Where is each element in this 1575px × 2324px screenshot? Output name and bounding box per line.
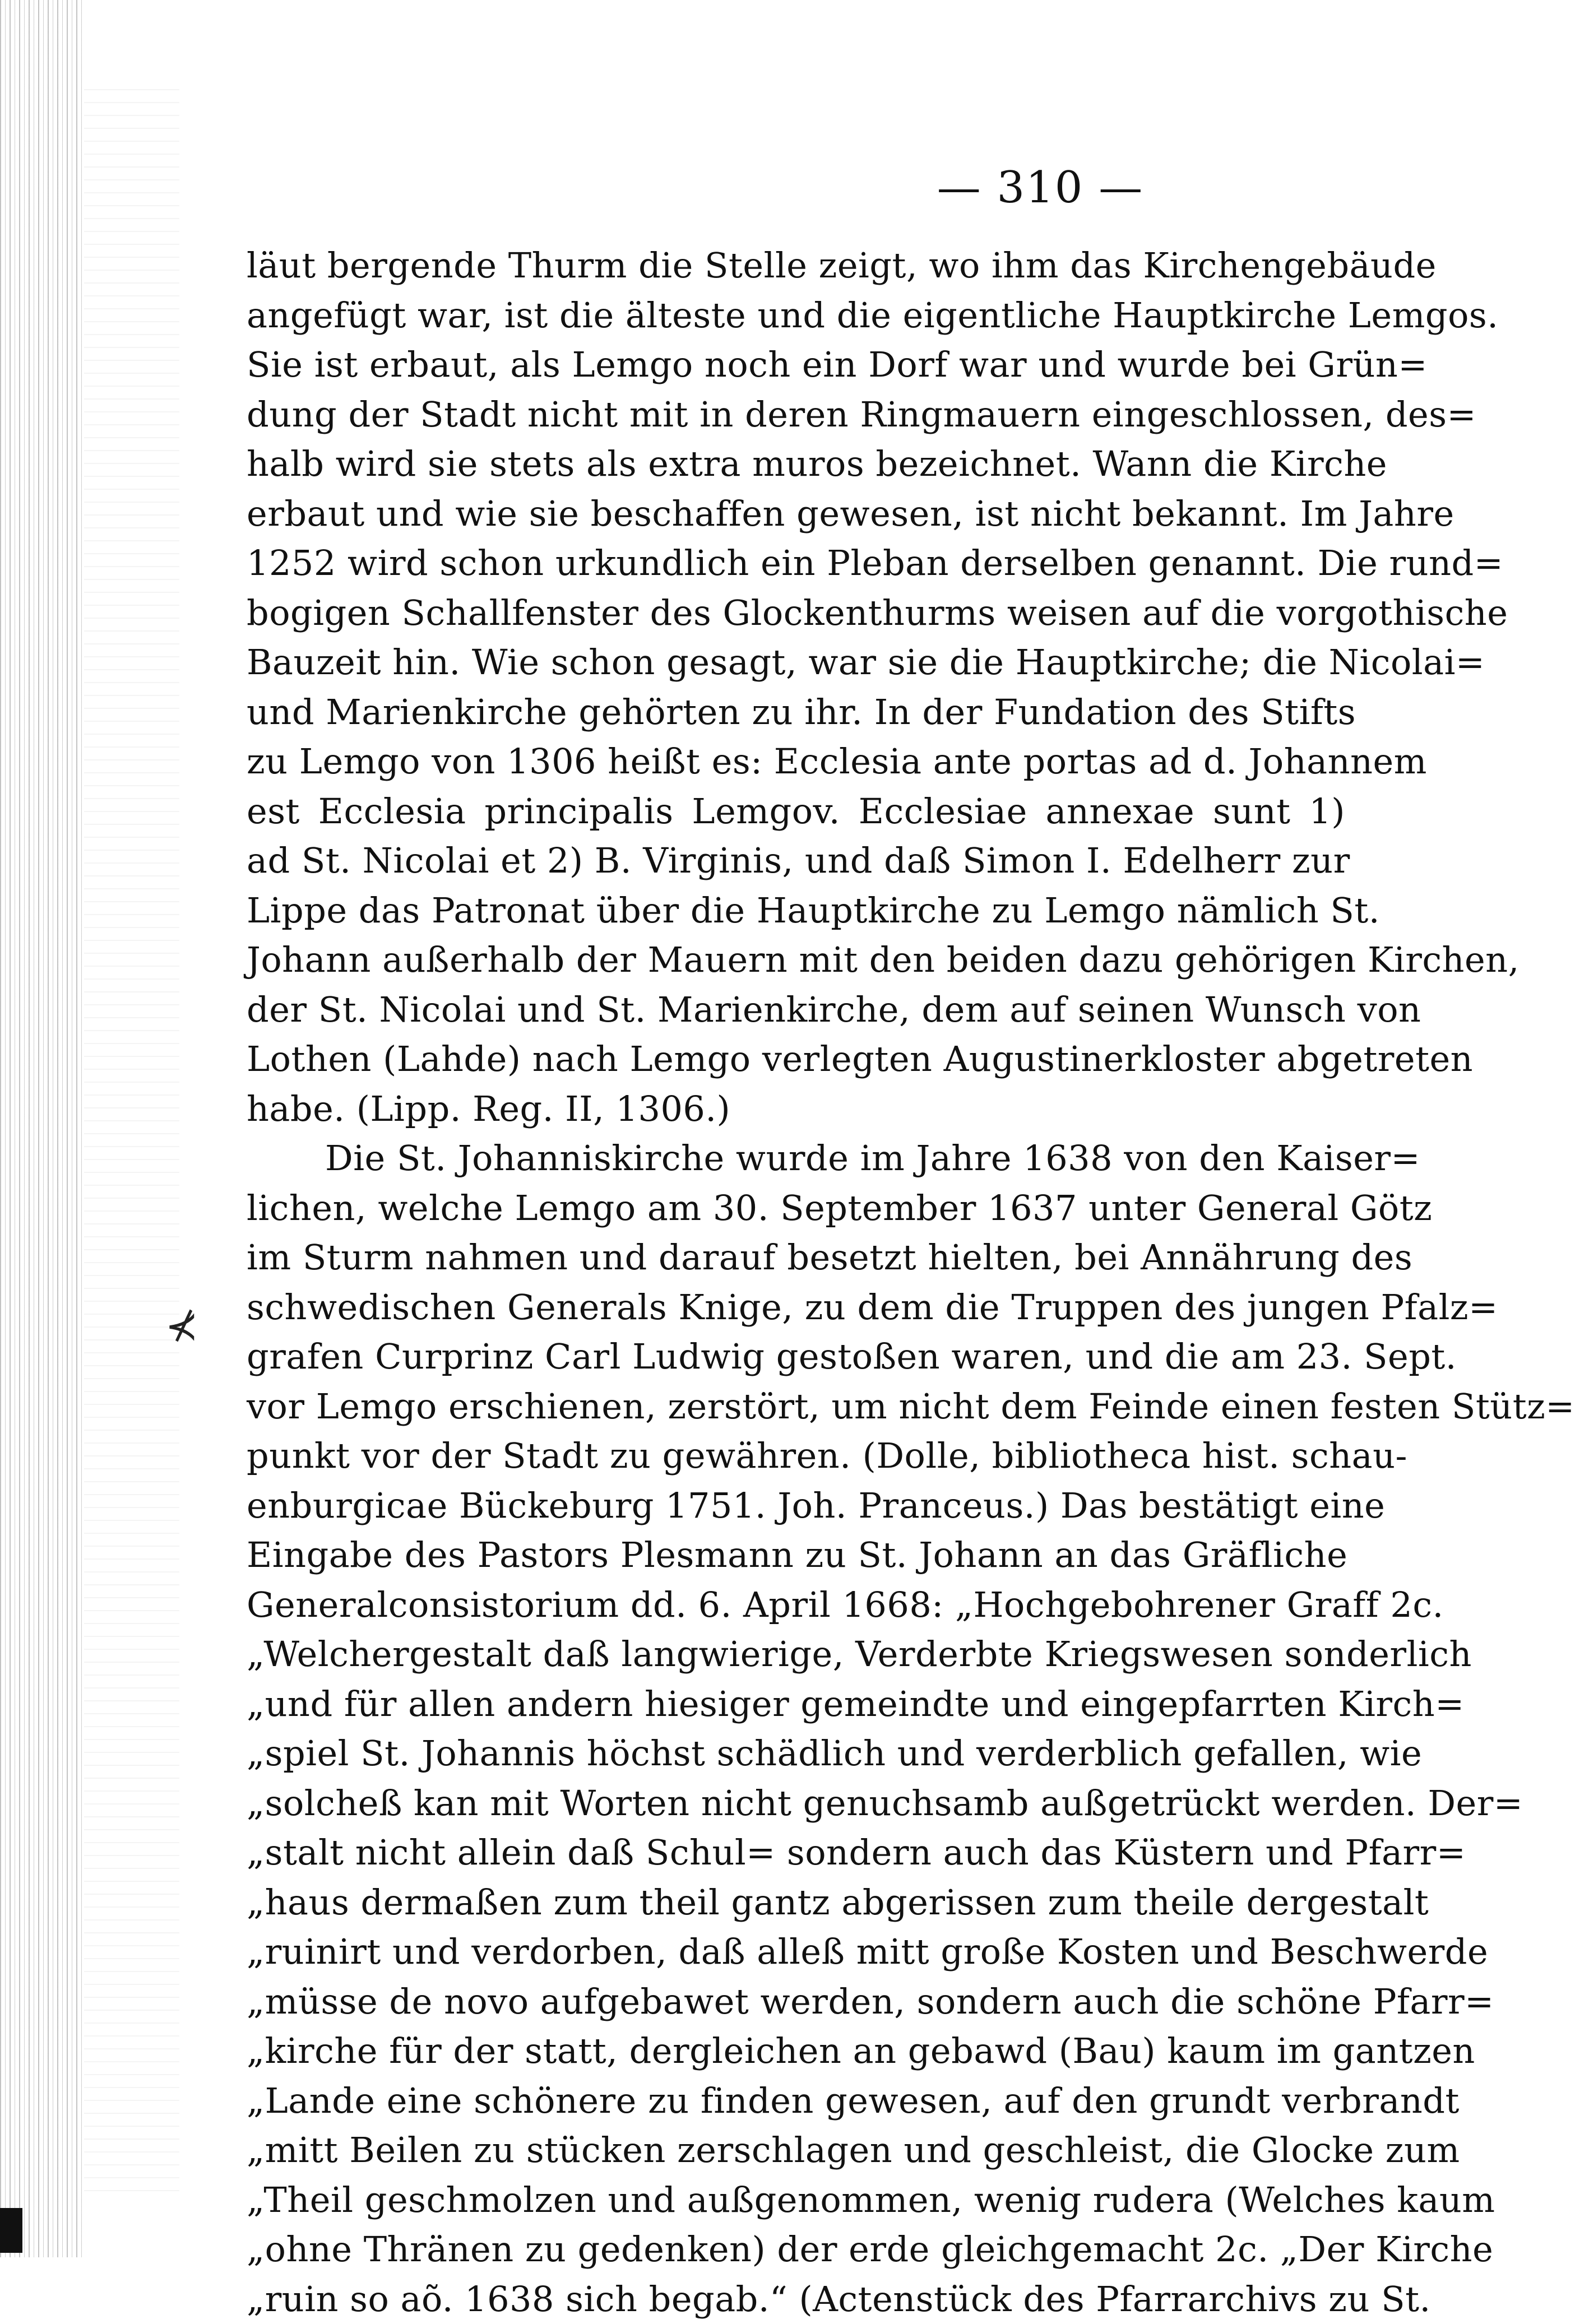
text-line: „und für allen andern hiesiger gemeindte und eingepfarrten Kirch= <box>247 1680 1345 1729</box>
text-line: Die St. Johanniskirche wurde im Jahre 1638 von den Kaiser= <box>247 1134 1345 1184</box>
text-line: lichen, welche Lemgo am 30. September 1637 unter General Götz <box>247 1184 1345 1233</box>
text-line: „stalt nicht allein daß Schul= sondern auch das Küstern und Pfarr= <box>247 1828 1345 1878</box>
text-line: 1252 wird schon urkundlich ein Pleban derselben genannt. Die rund= <box>247 539 1345 588</box>
text-line: „Welchergestalt daß langwierige, Verderbte Kriegswesen sonderlich <box>247 1630 1345 1680</box>
text-line: „ruinirt und verdorben, daß alleß mitt große Kosten und Beschwerde <box>247 1927 1345 1977</box>
text-line: Lippe das Patronat über die Hauptkirche zu Lemgo nämlich St. <box>247 886 1345 936</box>
text-line: grafen Curprinz Carl Ludwig gestoßen waren, und die am 23. Sept. <box>247 1332 1345 1382</box>
scan-edge-noise <box>84 84 179 2191</box>
text-line: Eingabe des Pastors Plesmann zu St. Johann an das Gräfliche <box>247 1530 1345 1580</box>
text-line: „müsse de novo aufgebawet werden, sondern auch die schöne Pfarr= <box>247 1977 1345 2027</box>
text-line: „spiel St. Johannis höchst schädlich und verderblich gefallen, wie <box>247 1729 1345 1779</box>
text-line: zu Lemgo von 1306 heißt es: Ecclesia ante portas ad d. Johannem <box>247 737 1345 787</box>
margin-annotation: ⊀ <box>165 1303 198 1349</box>
text-line: Lothen (Lahde) nach Lemgo verlegten Augustinerkloster abgetreten <box>247 1035 1345 1084</box>
text-line: und Marienkirche gehörten zu ihr. In der Fundation des Stifts <box>247 688 1345 737</box>
text-line: „haus dermaßen zum theil gantz abgerissen zum theile dergestalt <box>247 1878 1345 1928</box>
text-line: erbaut und wie sie beschaffen gewesen, ist nicht bekannt. Im Jahre <box>247 489 1345 539</box>
text-line: angefügt war, ist die älteste und die eigentliche Hauptkirche Lemgos. <box>247 291 1345 341</box>
text-line: halb wird sie stets als extra muros bezeichnet. Wann die Kirche <box>247 439 1345 489</box>
text-line: „solcheß kan mit Worten nicht genuchsamb außgetrückt werden. Der= <box>247 1779 1345 1829</box>
text-line: „mitt Beilen zu stücken zerschlagen und geschleist, die Glocke zum <box>247 2126 1345 2175</box>
text-line: der St. Nicolai und St. Marienkirche, dem auf seinen Wunsch von <box>247 985 1345 1035</box>
text-line: punkt vor der Stadt zu gewähren. (Dolle, bibliotheca hist. schau- <box>247 1431 1345 1481</box>
text-line: „kirche für der statt, dergleichen an gebawd (Bau) kaum im gantzen <box>247 2026 1345 2076</box>
text-line: Generalconsistorium dd. 6. April 1668: „Hochgebohrener Graff 2c. <box>247 1580 1345 1630</box>
text-line: „Lande eine schönere zu finden gewesen, auf den grundt verbrandt <box>247 2076 1345 2126</box>
scan-corner-mark <box>0 2208 22 2253</box>
text-line: dung der Stadt nicht mit in deren Ringmauern eingeschlossen, des= <box>247 390 1345 440</box>
text-line: im Sturm nahmen und darauf besetzt hielten, bei Annährung des <box>247 1233 1345 1283</box>
page-number: — 310 — <box>0 163 1436 213</box>
text-line: Sie ist erbaut, als Lemgo noch ein Dorf war und wurde bei Grün= <box>247 340 1345 390</box>
text-line: „Theil geschmolzen und außgenommen, wenig rudera (Welches kaum <box>247 2175 1345 2225</box>
text-line: ad St. Nicolai et 2) B. Virginis, und daß Simon I. Edelherr zur <box>247 836 1345 886</box>
text-line: „ohne Thränen zu gedenken) der erde gleichgemacht 2c. „Der Kirche <box>247 2225 1345 2275</box>
text-line: enburgicae Bückeburg 1751. Joh. Pranceus.) Das bestätigt eine <box>247 1481 1345 1531</box>
body-text <box>247 241 1345 2324</box>
scan-edge-shadow <box>0 0 84 2257</box>
text-line: vor Lemgo erschienen, zerstört, um nicht dem Feinde einen festen Stütz= <box>247 1382 1345 1432</box>
text-line: Bauzeit hin. Wie schon gesagt, war sie die Hauptkirche; die Nicolai= <box>247 638 1345 688</box>
text-line: läut bergende Thurm die Stelle zeigt, wo ihm das Kirchengebäude <box>247 241 1345 291</box>
text-line: habe. (Lipp. Reg. II, 1306.) <box>247 1084 1345 1134</box>
text-line: „ruin so aõ. 1638 sich begab.“ (Actenstück des Pfarrarchivs zu St. <box>247 2275 1345 2324</box>
text-line: est Ecclesia principalis Lemgov. Ecclesiae annexae sunt 1) <box>247 787 1345 837</box>
text-line: Johann außerhalb der Mauern mit den beiden dazu gehörigen Kirchen, <box>247 935 1345 985</box>
text-line: schwedischen Generals Knige, zu dem die Truppen des jungen Pfalz= <box>247 1283 1345 1333</box>
text-line: bogigen Schallfenster des Glockenthurms weisen auf die vorgothische <box>247 588 1345 638</box>
